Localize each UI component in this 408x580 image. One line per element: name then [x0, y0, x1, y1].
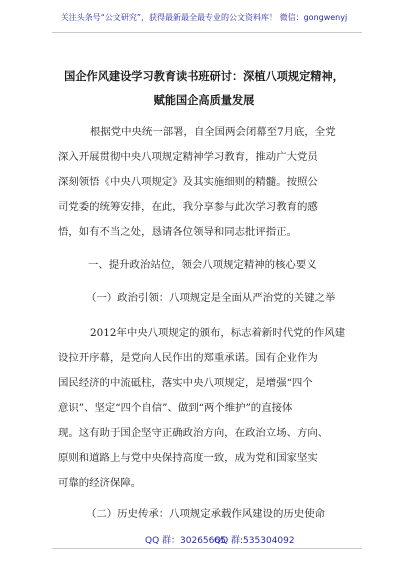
- paragraph-line: 可靠的经济保障。: [58, 477, 142, 489]
- header-divider: [52, 32, 362, 33]
- paragraph-line: 根据党中央统一部署，自全国两会闭幕至7月底，全党: [90, 126, 336, 138]
- paragraph-line: 意识”、坚定“四个自信”、做到“两个维护”的直接体: [58, 402, 293, 414]
- document-title-line-2: 赋能国企高质量发展: [153, 94, 255, 107]
- paragraph-line: 现。这有助于国企坚守正确政治方向，在政治立场、方向、: [58, 427, 329, 439]
- paragraph-line: 国民经济的中流砥柱，落实中央八项规定，是增强“四个: [58, 377, 313, 389]
- paragraph-line: 悟，如有不当之处，恳请各位领导和同志批评指正。: [58, 226, 297, 238]
- paragraph-line: 设拉开序幕，是党向人民作出的郑重承诺。国有企业作为: [58, 352, 318, 364]
- paragraph-line: 深刻领悟《中央八项规定》及其实施细则的精髓。按照公: [58, 176, 318, 188]
- footer-qq-group-1: QQ 群：30265665: [145, 536, 226, 546]
- footer-qq-group-2: QQ 群:535304092: [214, 536, 295, 546]
- document-title-line-1: 国企作风建设学习教育读书班研讨：深植八项规定精神，: [64, 70, 344, 83]
- header-banner-text: 关注头条号“公文研究”，获得最新最全最专业的公文资料库！ 微信：gongwenyj: [60, 12, 348, 22]
- subsection-heading: （二）历史传承：八项规定承载作风建设的历史使命: [86, 508, 325, 520]
- header-banner: [0, 0, 408, 34]
- subsection-heading: （一）政治引领：八项规定是全面从严治党的关键之举: [86, 292, 336, 304]
- footer-divider: [52, 548, 362, 549]
- footer-banner: [0, 531, 408, 547]
- paragraph-line: 司党委的统筹安排，在此，我分享参与此次学习教育的感: [58, 201, 318, 213]
- paragraph-line: 原则和道路上与党中央保持高度一致，成为党和国家坚实: [58, 452, 318, 464]
- paragraph-line: 深入开展贯彻中央八项规定精神学习教育，推动广大党员: [58, 151, 318, 163]
- paragraph-line: 2012年中央八项规定的颁布，标志着新时代党的作风建: [90, 327, 346, 339]
- section-heading: 一、提升政治站位，领会八项规定精神的核心要义: [88, 259, 317, 271]
